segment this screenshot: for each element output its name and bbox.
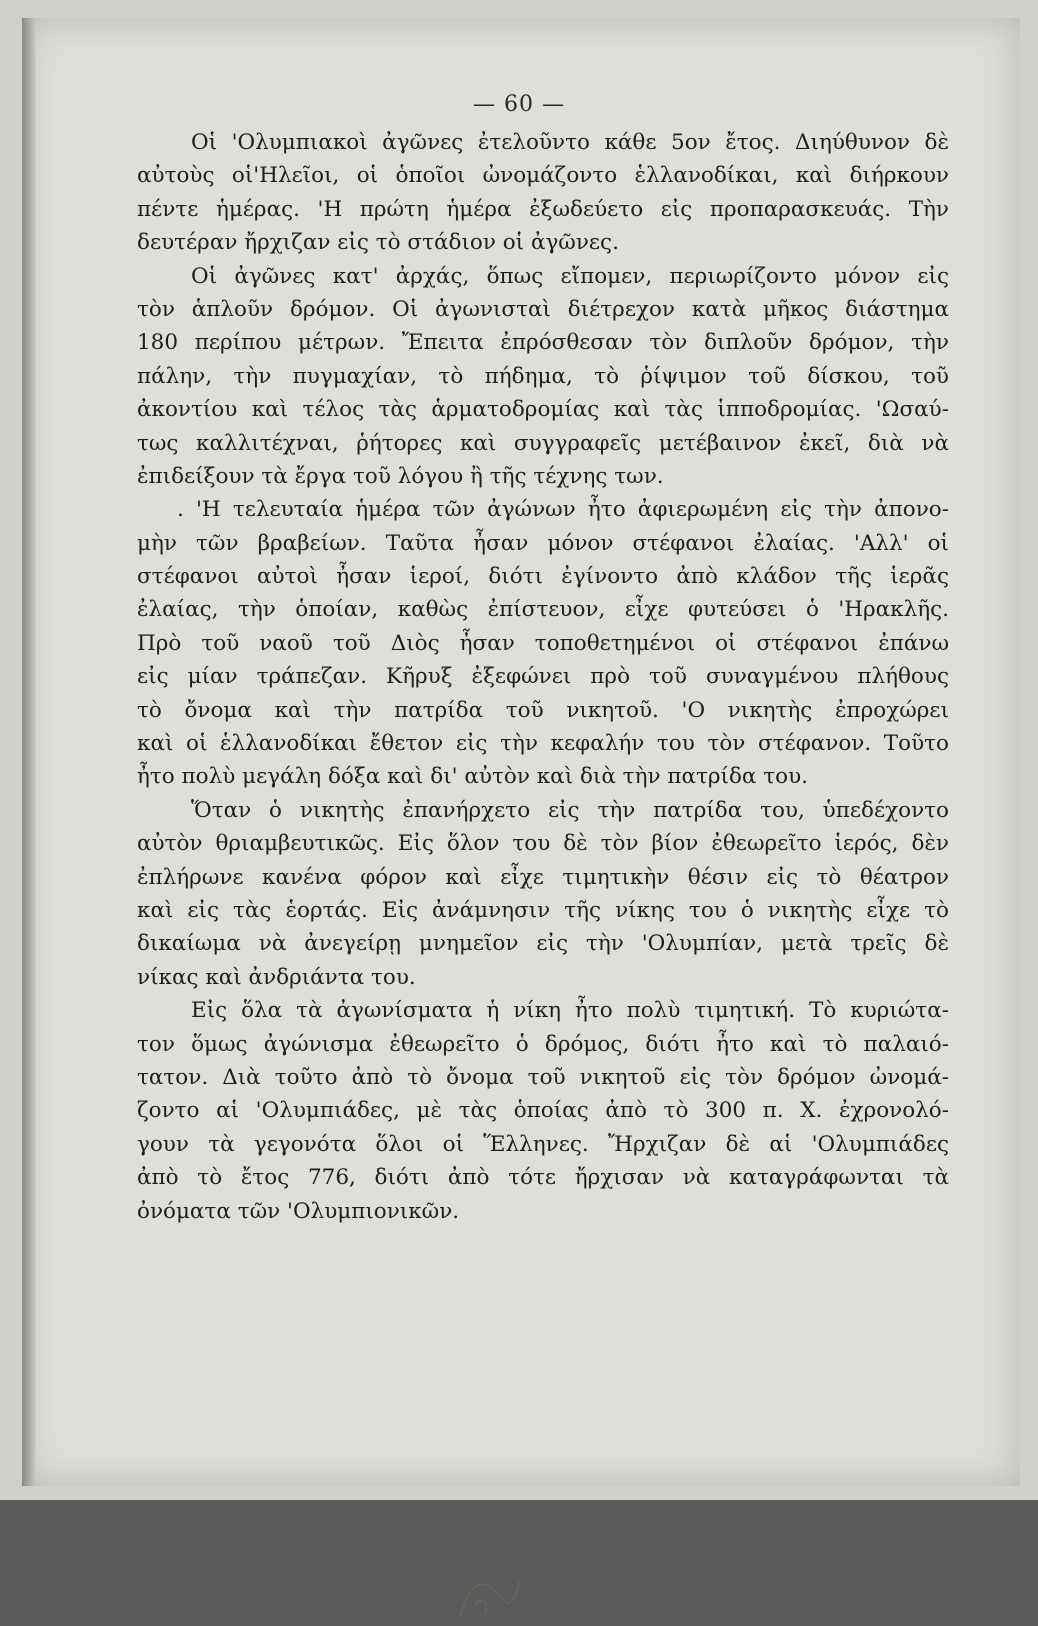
text-line: Ὅταν ὁ νικητὴς ἐπανήρχετο εἰς τὴν πατρίδα του, ὑπεδέχοντο (191, 797, 949, 823)
text-line: ἐλαίας, τὴν ὁποίαν, καθὼς ἐπίστευον, εἶχε φυτεύσει ὁ 'Ηρακλῆς. (137, 597, 949, 623)
text-line: τατον. Διὰ τοῦτο ἀπὸ τὸ ὄνομα τοῦ νικητοῦ εἰς τὸν δρόμον ὠνομά- (137, 1064, 949, 1090)
text-line: ὀνόματα τῶν 'Ολυμπιονικῶν. (137, 1198, 460, 1224)
body-text (137, 126, 949, 1228)
text-line: τον ὅμως ἀγώνισμα ἐθεωρεῖτο ὁ δρόμος, διότι ἦτο καὶ τὸ παλαιό- (137, 1031, 949, 1057)
text-line: μὴν τῶν βραβείων. Ταῦτα ἦσαν μόνον στέφανοι ἐλαίας. 'Αλλ' οἱ (137, 530, 949, 556)
text-line: εἰς μίαν τράπεζαν. Κῆρυξ ἐξεφώνει πρὸ τοῦ συναγμένου πλήθους (137, 664, 949, 690)
text-line: Οἱ ἀγῶνες κατ' ἀρχάς, ὅπως εἴπομεν, περιωρίζοντο μόνον εἰς (191, 263, 949, 289)
page-number: — 60 — (473, 92, 565, 117)
text-line: Οἱ 'Ολυμπιακοὶ ἀγῶνες ἐτελοῦντο κάθε 5ον ἔτος. Διηύθυνον δὲ (191, 130, 949, 155)
text-line: τὸ ὄνομα καὶ τὴν πατρίδα τοῦ νικητοῦ. 'Ο νικητὴς ἐπροχώρει (137, 697, 949, 723)
text-line: ἦτο πολὺ μεγάλη δόξα καὶ δι' αὐτὸν καὶ διὰ τὴν πατρίδα του. (137, 764, 809, 790)
paragraph-4 (137, 794, 949, 994)
text-line: γουν τὰ γεγονότα ὅλοι οἱ Ἕλληνες. Ἤρχιζαν δὲ αἱ 'Ολυμπιάδες (137, 1131, 949, 1157)
paragraph-5 (137, 994, 949, 1228)
text-line: 180 περίπου μέτρων. Ἔπειτα ἐπρόσθεσαν τὸν διπλοῦν δρόμον, τὴν (137, 330, 949, 356)
text-line: ζοντο αἱ 'Ολυμπιάδες, μὲ τὰς ὁποίας ἀπὸ τὸ 300 π. Χ. ἐχρονολό- (137, 1098, 949, 1124)
text-line: . 'Η τελευταία ἡμέρα τῶν ἀγώνων ἦτο ἀφιερωμένη εἰς τὴν ἀπονο- (177, 497, 949, 523)
text-line: στέφανοι αὐτοὶ ἦσαν ἱεροί, διότι ἐγίνοντο ἀπὸ κλάδον τῆς ἱερᾶς (137, 564, 949, 590)
paragraph-3 (137, 493, 949, 794)
text-line: νίκας καὶ ἀνδριάντα του. (137, 964, 416, 990)
text-line: Πρὸ τοῦ ναοῦ τοῦ Διὸς ἦσαν τοποθετημένοι οἱ στέφανοι ἐπάνω (137, 630, 949, 656)
text-line: πάλην, τὴν πυγμαχίαν, τὸ πήδημα, τὸ ῥίψιμον τοῦ δίσκου, τοῦ (137, 363, 949, 389)
text-line: τως καλλιτέχναι, ῥήτορες καὶ συγγραφεῖς μετέβαινον ἐκεῖ, διὰ νὰ (137, 430, 949, 456)
text-line: πέντε ἡμέρας. 'Η πρώτη ἡμέρα ἐξωδεύετο εἰς προπαρασκευάς. Τὴν (137, 196, 949, 222)
text-line: αὐτοὺς οἱ'Ηλεῖοι, οἱ ὁποῖοι ὠνομάζοντο ἑλλανοδίκαι, καὶ διήρκουν (137, 163, 949, 189)
text-line: ἐπιδείξουν τὰ ἔργα τοῦ λόγου ἢ τῆς τέχνης των. (137, 463, 664, 489)
text-line: καὶ εἰς τὰς ἑορτάς. Εἰς ἀνάμνησιν τῆς νίκης του ὁ νικητὴς εἶχε τὸ (137, 897, 949, 923)
paragraph-2 (137, 260, 949, 494)
text-line: Εἰς ὅλα τὰ ἀγωνίσματα ἡ νίκη ἦτο πολὺ τιμητική. Τὸ κυριώτα- (191, 998, 949, 1024)
text-line: αὐτὸν θριαμβευτικῶς. Εἰς ὅλον του δὲ τὸν βίον ἐθεωρεῖτο ἱερός, δὲν (137, 831, 949, 857)
text-line: καὶ οἱ ἑλλανοδίκαι ἔθετον εἰς τὴν κεφαλήν του τὸν στέφανον. Τοῦτο (137, 731, 949, 757)
text-line: ἐπλήρωνε κανένα φόρον καὶ εἶχε τιμητικὴν θέσιν εἰς τὸ θέατρον (137, 864, 949, 890)
text-line: ἀκοντίου καὶ τέλος τὰς ἁρματοδρομίας καὶ τὰς ἱπποδρομίας. 'Ωσαύ- (137, 397, 949, 423)
text-line: δευτέραν ἤρχιζαν εἰς τὸ στάδιον οἱ ἀγῶνες. (137, 230, 619, 256)
text-line: δικαίωμα νὰ ἀνεγείρῃ μνημεῖον εἰς τὴν 'Ολυμπίαν, μετὰ τρεῖς δὲ (137, 931, 949, 957)
paragraph-1 (137, 126, 949, 260)
binding-edge (22, 18, 36, 1486)
text-line: τὸν ἁπλοῦν δρόμον. Οἱ ἀγωνισταὶ διέτρεχον κατὰ μῆκος διάστημα (137, 296, 949, 322)
ink-smudge-icon (450, 1566, 530, 1626)
text-line: ἀπὸ τὸ ἔτος 776, διότι ἀπὸ τότε ἤρχισαν νὰ καταγράφωνται τὰ (137, 1165, 949, 1191)
